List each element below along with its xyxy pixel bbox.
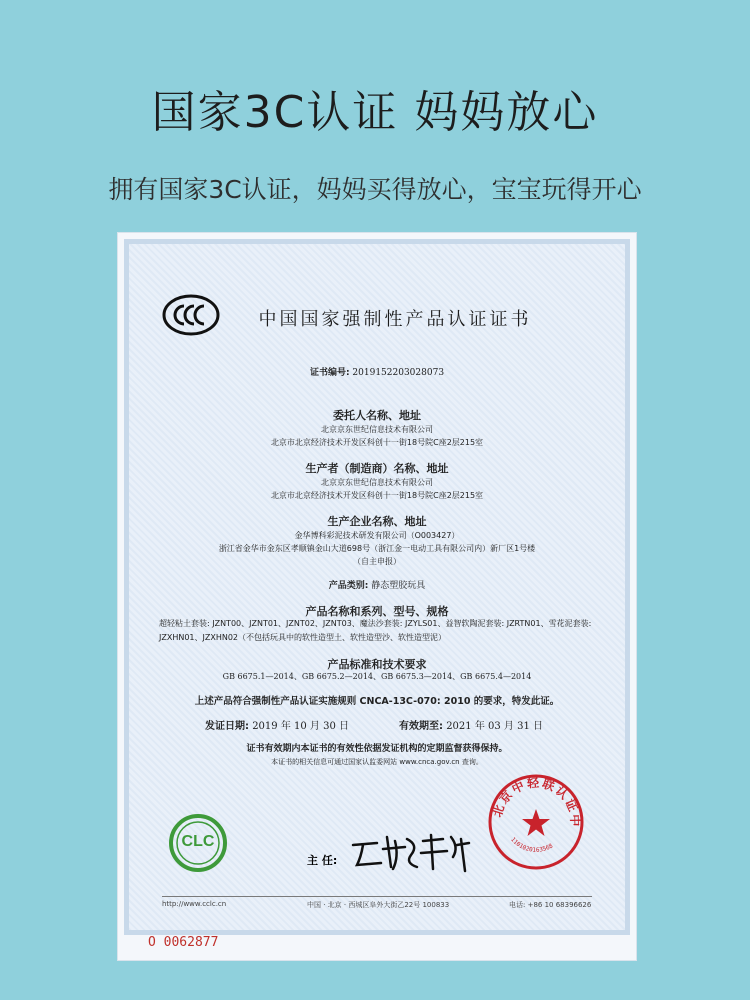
issue-date-line [205, 717, 349, 732]
factory-note: （自主申报） [353, 557, 401, 566]
certificate-title: 中国国家强制性产品认证证书 [258, 309, 532, 330]
category-value: 静态塑胶玩具 [371, 581, 426, 591]
serial-number: O 0062877 [148, 935, 219, 950]
compliance-text: 上述产品符合强制性产品认证实施规则 CNCA-13C-070: 2010 的要求，特发此证。 [194, 696, 560, 707]
footer-divider [162, 896, 592, 897]
page-subheadline: 拥有国家3C认证，妈妈买得放心，宝宝玩得开心 [108, 175, 642, 204]
query-note: 本证书的相关信息可通过国家认监委网站 www.cnca.gov.cn 查询。 [271, 758, 483, 766]
issue-date-value: 2019 年 10 月 30 日 [252, 721, 349, 732]
validity-note: 证书有效期内本证书的有效性依据发证机构的定期监督获得保持。 [246, 744, 508, 754]
cert-number-label: 证书编号: [309, 368, 350, 378]
manufacturer-address: 北京市北京经济技术开发区科创十一街18号院C座2层215室 [270, 491, 484, 500]
product-text: 超轻粘土套装: JZNT00、JZNT01、JZNT02、JZNT03、魔法沙套装: JZYLS01、益智软陶泥套装: JZRTN01、雪花泥套装: JZXHN01、JZXHN02（不包括玩具中的软性造型土、软性造型沙、软性造型泥） [159, 619, 592, 642]
product-heading: 产品名称和系列、型号、规格 [305, 605, 449, 618]
category-line [129, 578, 625, 591]
standard-value: GB 6675.1—2014、GB 6675.2—2014、GB 6675.3—2014、GB 6675.4—2014 [222, 672, 532, 681]
manufacturer-name: 北京京东世纪信息技术有限公司 [321, 478, 433, 487]
seal-text: 北京中轻联认证中 [490, 775, 583, 829]
clc-logo [169, 814, 227, 872]
client-address: 北京市北京经济技术开发区科创十一街18号院C座2层215室 [270, 438, 484, 447]
footer-address: 中国 · 北京 · 西城区阜外大街乙22号 100833 [307, 901, 450, 909]
factory-heading: 生产企业名称、地址 [327, 515, 427, 528]
valid-until-value: 2021 年 03 月 31 日 [446, 721, 543, 732]
svg-text:1101020163568 [509, 836, 554, 854]
standard-heading: 产品标准和技术要求 [327, 658, 427, 671]
cert-number-value: 2019152203028073 [352, 368, 445, 378]
signer-label: 主 任: [307, 854, 338, 867]
factory-address: 浙江省金华市金东区孝顺镇金山大道698号（浙江金一电动工具有限公司内）新厂区1号楼 [218, 544, 536, 553]
seal-number: 1101020163568 [509, 836, 555, 854]
page-headline: 国家3C认证 妈妈放心 [151, 87, 599, 138]
valid-until-line [399, 717, 543, 732]
footer-phone: 电话: +86 10 68396626 [509, 901, 592, 909]
factory-name: 金华博科彩泥技术研发有限公司（O003427） [294, 531, 460, 540]
footer-website: http://www.cclc.cn [162, 900, 227, 908]
certificate-body [124, 239, 630, 935]
client-heading: 委托人名称、地址 [333, 409, 421, 422]
certificate-paper [118, 233, 636, 960]
issue-date-label: 发证日期: [205, 721, 249, 732]
client-name: 北京京东世纪信息技术有限公司 [321, 425, 433, 434]
official-seal [487, 773, 585, 871]
manufacturer-heading: 生产者（制造商）名称、地址 [305, 462, 449, 475]
clc-logo-text: CLC [181, 833, 215, 850]
category-label: 产品类别: [328, 581, 369, 591]
handwritten-signature [347, 827, 477, 875]
valid-until-label: 有效期至: [399, 721, 443, 732]
cert-number-line [129, 365, 625, 378]
